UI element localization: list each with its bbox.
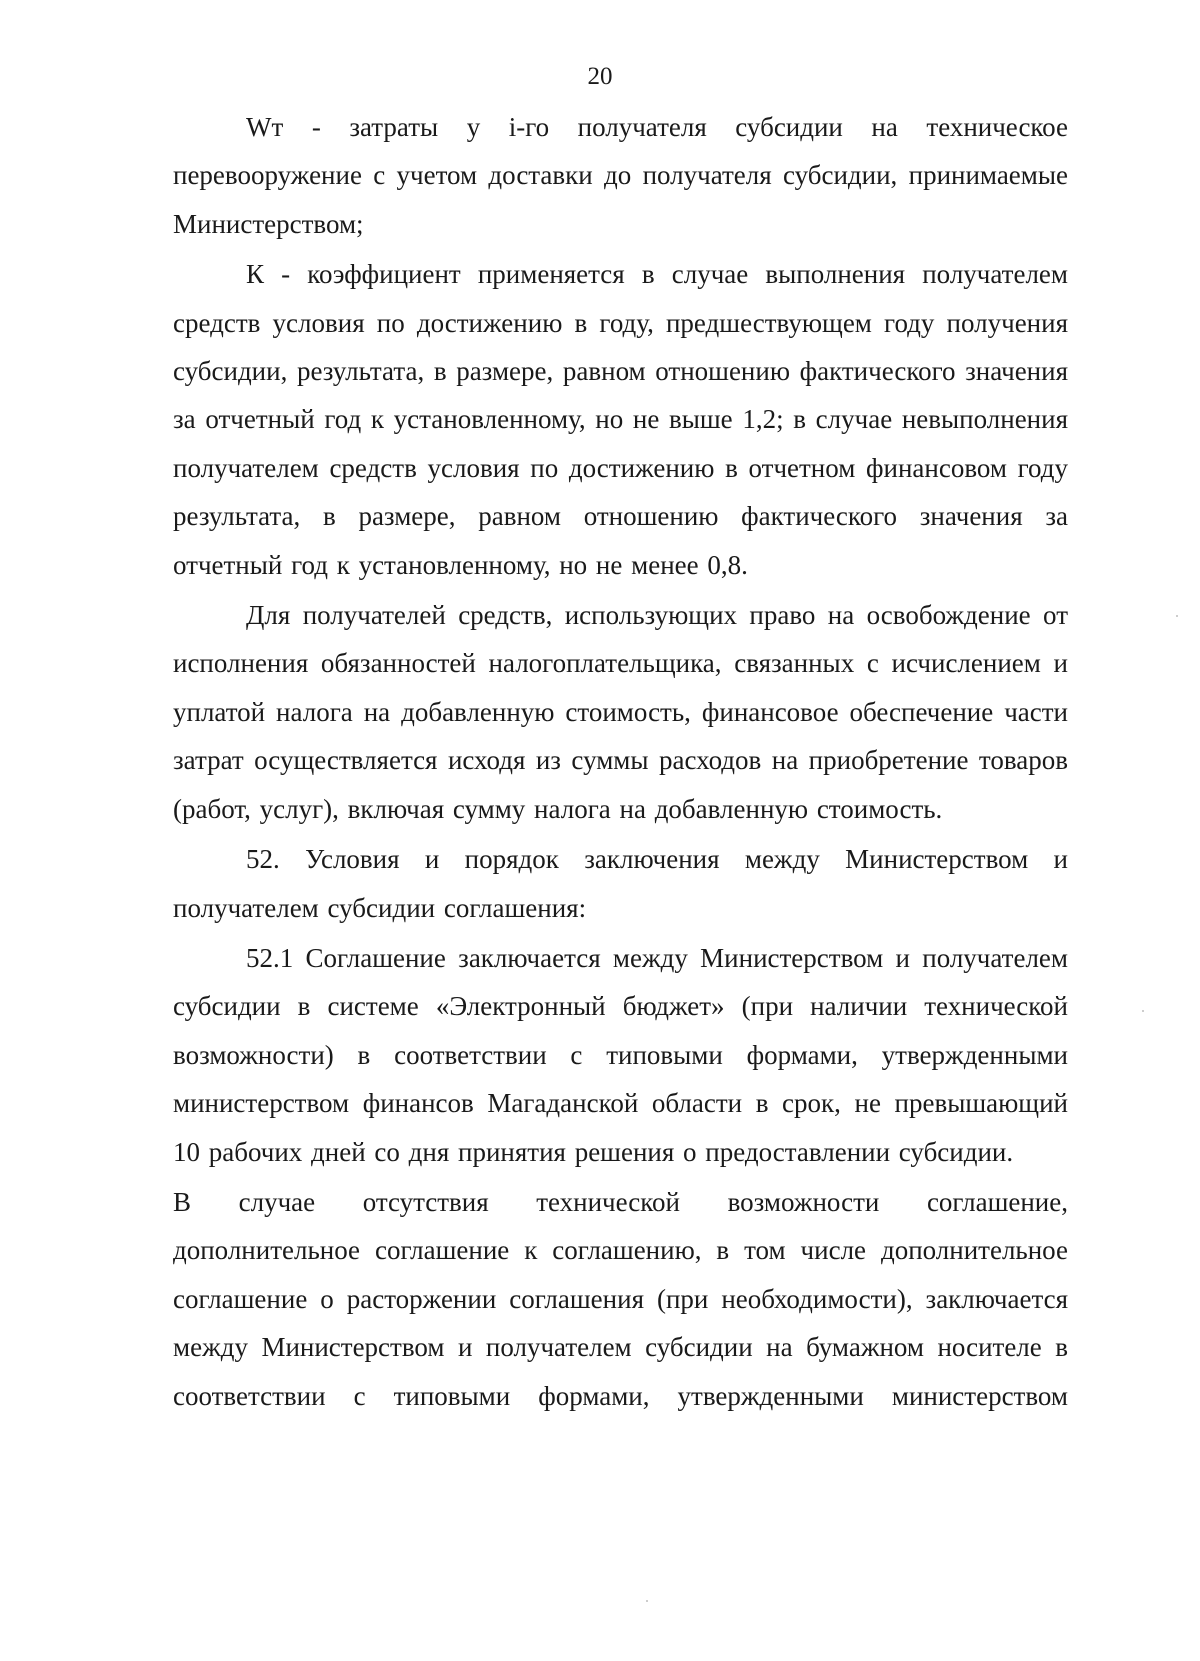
paragraph-vat-exemption: Для получателей средств, использующих право на освобождение от исполнения обязанностей налогоплательщика, связанных с исчислением и уплатой налога на добавленную стоимость, финансовое обеспечение части затрат осуществляется исходя из суммы расходов на приобретение товаров (работ, услуг), включая сумму налога на добавленную стоимость. <box>173 600 1068 824</box>
document-body <box>173 103 1068 1422</box>
paragraph-k-coefficient: К - коэффициент применяется в случае выполнения получателем средств условия по достижению в году, предшествующем году получения субсидии, результата, в размере, равном отношению фактического значения за отчетный год к установленному, но не выше 1,2; в случае невыполнения получателем средств условия по достижению в отчетном финансовом году результата, в размере, равном отношению фактического значения за отчетный год к установленному, но не менее 0,8. <box>173 259 1068 580</box>
paragraph-item-52-1: 52.1 Соглашение заключается между Министерством и получателем субсидии в системе «Электронный бюджет» (при наличии технической возможности) в соответствии с типовыми формами, утвержденными министерством финансов Магаданской области в срок, не превышающий 10 рабочих дней со дня принятия решения о предоставлении субсидии. <box>173 942 1068 1167</box>
scan-artifact <box>646 1600 648 1602</box>
scan-artifact <box>1176 615 1178 617</box>
page-number: 20 <box>587 63 613 90</box>
scan-artifact <box>1142 1010 1144 1012</box>
paragraph-wt-definition: Wт - затраты у i-го получателя субсидии на техническое перевооружение с учетом доставки до получателя субсидии, принимаемые Министерством; <box>173 112 1068 239</box>
paragraph-item-52: 52. Условия и порядок заключения между Министерством и получателем субсидии соглашения: <box>173 844 1068 923</box>
paragraph-paper-agreement: В случае отсутствия технической возможности соглашение, дополнительное соглашение к соглашению, в том числе дополнительное соглашение о расторжении соглашения (при необходимости), заключается между Министерством и получателем субсидии на бумажном носителе в соответствии с типовыми формами, утвержденными министерством <box>173 1186 1068 1411</box>
